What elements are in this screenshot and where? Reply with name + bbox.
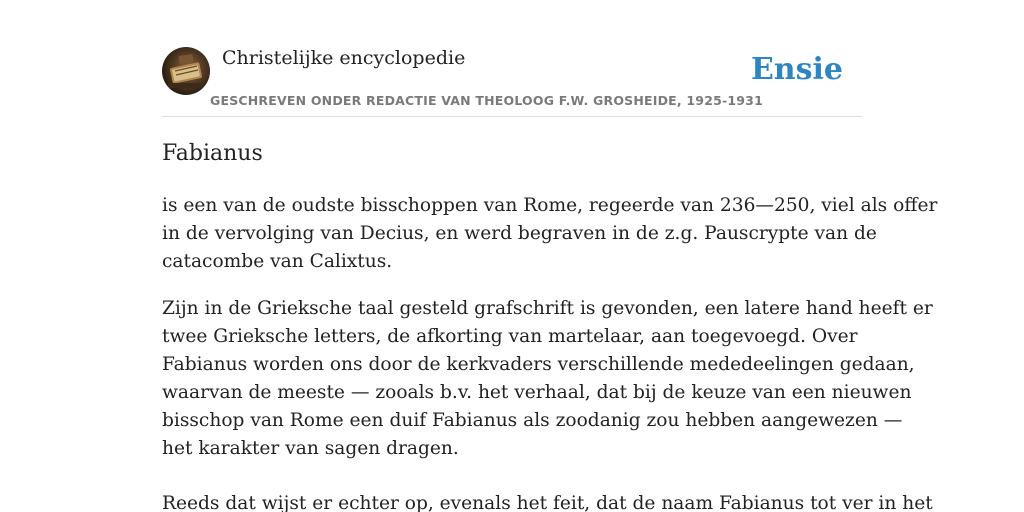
paragraph-line: waarvan de meeste — zooals b.v. het verhaal, dat bij de keuze van een nieuwen (162, 382, 912, 403)
paragraph-line: is een van de oudste bisschoppen van Rome, regeerde van 236—250, viel als offer (162, 195, 938, 216)
paragraph-line: Zijn in de Grieksche taal gesteld grafschrift is gevonden, een latere hand heeft er (162, 298, 933, 319)
encyclopedia-avatar[interactable] (162, 47, 210, 95)
paragraph-1 (162, 192, 938, 276)
paragraph-line: bisschop van Rome een duif Fabianus als zoodanig zou hebben aangewezen — (162, 410, 903, 431)
paragraph-3 (162, 490, 933, 512)
paragraph-line: Reeds dat wijst er echter op, evenals het feit, dat de naam Fabianus tot ver in het (162, 493, 933, 512)
site-title[interactable]: Christelijke encyclopedie (222, 47, 466, 69)
site-subtitle: GESCHREVEN ONDER REDACTIE VAN THEOLOOG F.W. GROSHEIDE, 1925-1931 (210, 93, 763, 108)
article (162, 138, 938, 512)
paragraph-2 (162, 295, 933, 463)
paragraph-line: in de vervolging van Decius, en werd begraven in de z.g. Pauscrypte van de (162, 223, 877, 244)
book-image-icon (162, 47, 210, 95)
paragraph-line: twee Grieksche letters, de afkorting van martelaar, aan toegevoegd. Over (162, 326, 858, 347)
entry-title: Fabianus (162, 141, 263, 166)
paragraph-line: Fabianus worden ons door de kerkvaders verschillende mededeelingen gedaan, (162, 354, 915, 375)
paragraph-line: catacombe van Calixtus. (162, 251, 393, 272)
site-header (162, 46, 862, 117)
ensie-logo[interactable]: Ensie (750, 52, 843, 87)
paragraph-line: het karakter van sagen dragen. (162, 438, 459, 459)
